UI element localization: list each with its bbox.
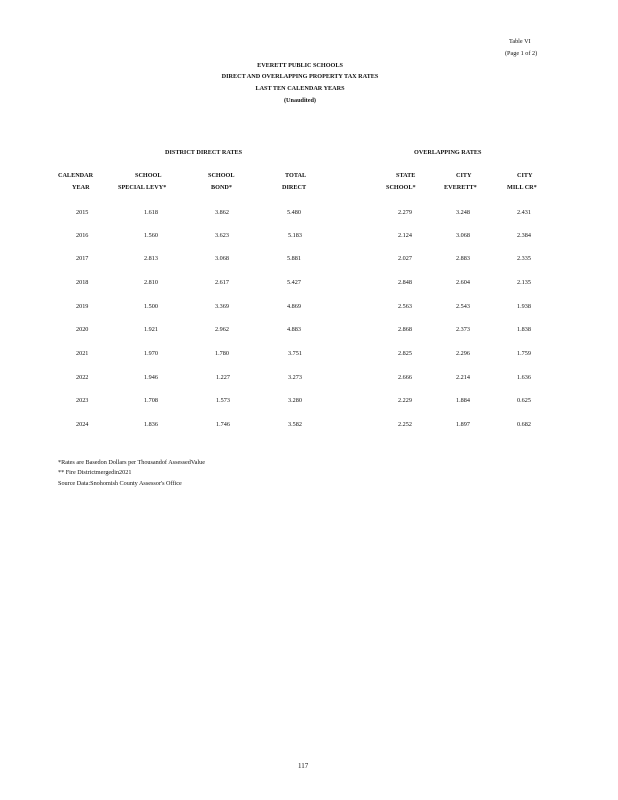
cell-everett: 2.604 [456, 279, 470, 286]
table-row [0, 232, 618, 242]
cell-mill: 1.938 [517, 303, 531, 310]
col-special-line2: SPECIAL LEVY* [118, 184, 167, 191]
cell-state: 2.124 [398, 232, 412, 239]
cell-bond: 3.862 [215, 209, 229, 216]
title-line-3: LAST TEN CALENDAR YEARS [255, 85, 345, 92]
cell-special: 1.500 [144, 303, 158, 310]
cell-mill: 0.625 [517, 397, 531, 404]
footnote-fire-district: ** Fire Districtmergedin2021 [58, 469, 132, 476]
col-mill-line1: CITY [517, 172, 533, 179]
title-line-1: EVERETT PUBLIC SCHOOLS [257, 62, 343, 69]
table-row [0, 397, 618, 407]
table-row [0, 303, 618, 313]
footnote-source: Source Data:Snohomish County Assessor's Office [58, 480, 182, 487]
cell-everett: 1.897 [456, 421, 470, 428]
cell-state: 2.825 [398, 350, 412, 357]
cell-mill: 2.384 [517, 232, 531, 239]
cell-total: 4.883 [287, 326, 301, 333]
col-calendar-line2: YEAR [72, 184, 90, 191]
cell-everett: 1.884 [456, 397, 470, 404]
col-everett-line2: EVERETT* [444, 184, 477, 191]
cell-total: 3.582 [288, 421, 302, 428]
cell-special: 1.970 [144, 350, 158, 357]
cell-total: 5.881 [287, 255, 301, 262]
cell-everett: 2.543 [456, 303, 470, 310]
cell-year: 2018 [76, 279, 89, 286]
col-everett-line1: CITY [456, 172, 472, 179]
table-row [0, 255, 618, 265]
col-total-line1: TOTAL [285, 172, 307, 179]
col-total-line2: DIRECT [282, 184, 307, 191]
cell-special: 2.813 [144, 255, 158, 262]
cell-special: 1.618 [144, 209, 158, 216]
cell-mill: 1.838 [517, 326, 531, 333]
cell-state: 2.868 [398, 326, 412, 333]
cell-total: 5.183 [288, 232, 302, 239]
cell-state: 2.848 [398, 279, 412, 286]
cell-bond: 1.746 [216, 421, 230, 428]
cell-everett: 2.214 [456, 374, 470, 381]
cell-special: 1.921 [144, 326, 158, 333]
cell-state: 2.666 [398, 374, 412, 381]
cell-everett: 2.373 [456, 326, 470, 333]
cell-bond: 3.623 [215, 232, 229, 239]
col-bond-line1: SCHOOL [208, 172, 235, 179]
cell-mill: 2.431 [517, 209, 531, 216]
table-row [0, 326, 618, 336]
cell-total: 3.280 [288, 397, 302, 404]
col-calendar-line1: CALENDAR [58, 172, 94, 179]
cell-special: 2.810 [144, 279, 158, 286]
col-special-line1: SCHOOL [135, 172, 162, 179]
cell-special: 1.946 [144, 374, 158, 381]
cell-total: 4.869 [287, 303, 301, 310]
cell-everett: 3.248 [456, 209, 470, 216]
cell-mill: 1.636 [517, 374, 531, 381]
cell-year: 2024 [76, 421, 89, 428]
col-state-line2: SCHOOL* [386, 184, 416, 191]
cell-total: 3.273 [288, 374, 302, 381]
cell-year: 2017 [76, 255, 89, 262]
cell-state: 2.563 [398, 303, 412, 310]
cell-mill: 2.135 [517, 279, 531, 286]
page-number: 117 [298, 762, 309, 770]
district-direct-rates-header: DISTRICT DIRECT RATES [165, 149, 243, 156]
cell-total: 5.427 [287, 279, 301, 286]
cell-everett: 2.296 [456, 350, 470, 357]
title-line-2: DIRECT AND OVERLAPPING PROPERTY TAX RATES [221, 73, 379, 80]
cell-bond: 1.227 [216, 374, 230, 381]
cell-everett: 3.068 [456, 232, 470, 239]
col-bond-line2: BOND* [211, 184, 232, 191]
cell-year: 2015 [76, 209, 89, 216]
cell-state: 2.279 [398, 209, 412, 216]
cell-state: 2.229 [398, 397, 412, 404]
cell-total: 5.480 [287, 209, 301, 216]
cell-total: 3.751 [288, 350, 302, 357]
page-label: (Page 1 of 2) [505, 50, 538, 57]
table-row [0, 374, 618, 384]
cell-state: 2.027 [398, 255, 412, 262]
cell-year: 2021 [76, 350, 89, 357]
overlapping-rates-header: OVERLAPPING RATES [414, 149, 482, 156]
table-row [0, 421, 618, 431]
cell-mill: 0.682 [517, 421, 531, 428]
cell-mill: 1.759 [517, 350, 531, 357]
cell-bond: 2.617 [215, 279, 229, 286]
table-row [0, 209, 618, 219]
footnote-rates: *Rates are Basedon Dollars per Thousandof AssessedValue [58, 459, 205, 466]
cell-bond: 3.068 [215, 255, 229, 262]
cell-everett: 2.883 [456, 255, 470, 262]
cell-year: 2022 [76, 374, 89, 381]
table-label: Table VI [509, 38, 531, 45]
cell-year: 2016 [76, 232, 89, 239]
cell-year: 2023 [76, 397, 89, 404]
col-mill-line2: MILL CR* [507, 184, 537, 191]
cell-year: 2020 [76, 326, 89, 333]
cell-special: 1.836 [144, 421, 158, 428]
cell-mill: 2.335 [517, 255, 531, 262]
cell-bond: 1.573 [216, 397, 230, 404]
cell-state: 2.252 [398, 421, 412, 428]
cell-year: 2019 [76, 303, 89, 310]
cell-bond: 3.369 [215, 303, 229, 310]
title-line-4: (Unaudited) [284, 97, 316, 104]
cell-bond: 2.962 [215, 326, 229, 333]
cell-special: 1.560 [144, 232, 158, 239]
cell-special: 1.708 [144, 397, 158, 404]
col-state-line1: STATE [396, 172, 416, 179]
table-row [0, 279, 618, 289]
cell-bond: 1.780 [215, 350, 229, 357]
table-row [0, 350, 618, 360]
